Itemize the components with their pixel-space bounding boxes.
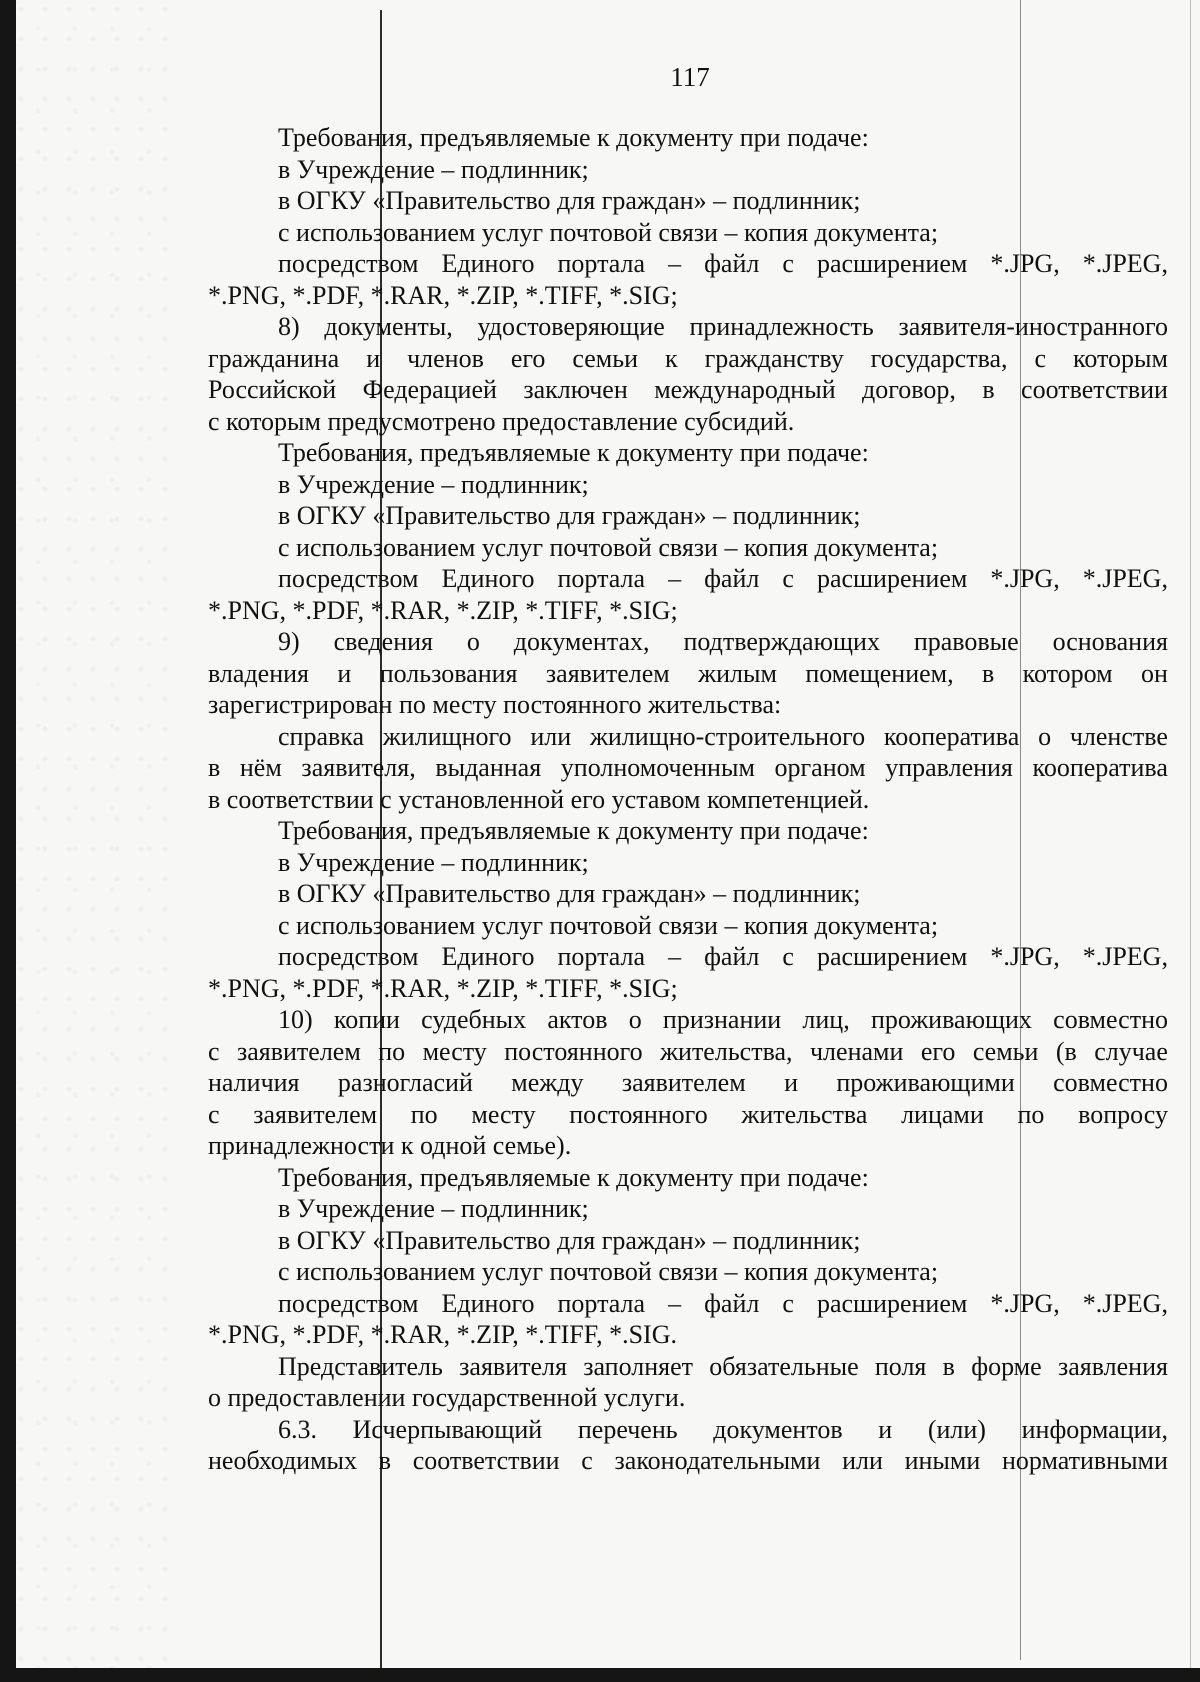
word: иными — [904, 1446, 981, 1475]
word: портала — [557, 564, 646, 593]
word: членов — [407, 343, 484, 373]
word: заявления — [1057, 1351, 1168, 1381]
word: портала — [557, 249, 646, 278]
word: кооператива — [883, 721, 1020, 751]
word: соответствии — [412, 1446, 560, 1475]
word: выданная — [435, 753, 542, 782]
word: расширением — [816, 564, 968, 593]
text-line: с использованием услуг почтовой связи – копия документа; — [278, 1257, 939, 1286]
word: в — [982, 658, 995, 688]
word: *.JPG, — [990, 564, 1060, 593]
word: документах, — [513, 627, 650, 656]
word: соответствии — [1021, 375, 1168, 404]
text-line-justified — [208, 311, 1168, 343]
word: с — [782, 942, 794, 971]
word: в — [378, 1446, 391, 1475]
word: органом — [774, 753, 866, 782]
word: Единого — [441, 249, 535, 278]
text-line-justified — [208, 1288, 1168, 1320]
word: заявителем — [253, 1099, 378, 1129]
word: расширением — [816, 1288, 968, 1318]
word: заполняет — [583, 1351, 694, 1381]
word: портала — [557, 942, 646, 971]
word: семьи — [972, 1036, 1039, 1066]
word: расширением — [816, 249, 968, 278]
word: 10) — [278, 1005, 313, 1034]
word: *.JPEG, — [1082, 1288, 1168, 1318]
word: правовые — [913, 627, 1019, 656]
word: гражданина — [208, 343, 340, 373]
text-line-justified — [208, 1067, 1168, 1099]
word: с — [782, 564, 794, 593]
word: с — [782, 1288, 794, 1318]
word: по — [410, 1099, 438, 1129]
word: файл — [704, 249, 760, 278]
word: жительства, — [660, 1036, 793, 1066]
word: в — [942, 1351, 955, 1381]
word: Единого — [441, 942, 535, 971]
word: с — [782, 249, 794, 278]
text-line-justified — [208, 1004, 1168, 1036]
word: с — [581, 1446, 593, 1475]
word: посредством — [278, 564, 419, 593]
word: нормативными — [1001, 1446, 1168, 1475]
text-line: в соответствии с установленной его уставом компетенцией. — [208, 784, 870, 814]
text-line: Требования, предъявляемые к документу при подаче: — [278, 438, 869, 467]
text-line-justified — [208, 343, 1168, 375]
word: заключен — [523, 375, 628, 404]
word: Единого — [441, 564, 535, 593]
word: файл — [704, 1288, 760, 1318]
word: жилищно-строительного — [589, 721, 866, 751]
word: лиц, — [802, 1005, 850, 1034]
word: нём — [239, 753, 282, 782]
word: 6.3. — [278, 1414, 317, 1444]
text-line: в Учреждение – подлинник; — [278, 154, 589, 184]
word: в — [208, 753, 221, 782]
word: по — [378, 1036, 406, 1066]
word: разногласий — [337, 1068, 473, 1097]
word: Российской — [208, 375, 337, 404]
word: совместно — [1053, 1068, 1168, 1097]
text-line: Требования, предъявляемые к документу при подаче: — [278, 1162, 869, 1192]
text-line: в Учреждение – подлинник; — [278, 469, 589, 499]
text-line: принадлежности к одной семье). — [208, 1131, 572, 1160]
text-line: *.PNG, *.PDF, *.RAR, *.ZIP, *.TIFF, *.SIG. — [208, 1320, 677, 1349]
text-line-justified — [208, 626, 1168, 658]
word: поля — [874, 1351, 927, 1381]
word: форме — [971, 1351, 1042, 1381]
word: членами — [809, 1036, 904, 1066]
word: между — [511, 1068, 584, 1097]
text-line: в ОГКУ «Правительство для граждан» – подлинник; — [278, 186, 861, 215]
word: Федерацией — [362, 375, 497, 404]
word: заявителем — [621, 1068, 746, 1097]
word: гражданству — [704, 343, 844, 373]
word: (или) — [927, 1414, 986, 1444]
text-line-justified — [208, 563, 1168, 595]
text-line: в ОГКУ «Правительство для граждан» – подлинник; — [278, 1225, 861, 1255]
word: его — [510, 343, 546, 373]
word: которым — [1073, 343, 1168, 373]
word: принадлежность — [689, 312, 874, 341]
word: (в — [1055, 1036, 1077, 1066]
word: посредством — [278, 249, 419, 278]
word: перечень — [577, 1414, 678, 1444]
word: *.JPG, — [990, 1288, 1060, 1318]
text-line: с использованием услуг почтовой связи – копия документа; — [278, 532, 939, 562]
word: *.JPEG, — [1082, 564, 1168, 593]
word: членстве — [1069, 721, 1168, 751]
word: признании — [662, 1005, 782, 1034]
word: актов — [547, 1005, 608, 1034]
word: проживающих — [870, 1005, 1032, 1034]
word: его — [920, 1036, 956, 1066]
word: *.JPG, — [990, 942, 1060, 971]
word: судебных — [421, 1005, 527, 1034]
word: 9) — [278, 627, 300, 656]
word: документы, — [324, 312, 453, 341]
word: по — [1017, 1099, 1045, 1129]
word: подтверждающих — [683, 627, 880, 656]
scan-speckle — [16, 0, 176, 1668]
word: посредством — [278, 1288, 419, 1318]
word: законодательными — [614, 1446, 821, 1475]
word: с — [208, 1099, 220, 1129]
word: или — [842, 1446, 883, 1475]
word: с — [1034, 343, 1047, 373]
word: о — [466, 627, 480, 656]
word: *.JPEG, — [1082, 942, 1168, 971]
word: случае — [1094, 1036, 1168, 1066]
scan-bottom-edge — [0, 1668, 1200, 1682]
text-line-justified — [208, 1414, 1168, 1446]
text-line-justified — [208, 1445, 1168, 1477]
text-line-justified — [208, 752, 1168, 784]
word: уполномоченным — [560, 753, 755, 782]
text-line-justified — [208, 721, 1168, 753]
word: проживающими — [836, 1068, 1015, 1097]
word: основания — [1052, 627, 1168, 656]
word: управления — [885, 753, 1013, 782]
word: заявителя, — [301, 753, 416, 782]
text-line-justified — [208, 941, 1168, 973]
word: жительства — [741, 1099, 868, 1129]
word: совместно — [1053, 1005, 1168, 1034]
text-line: о предоставлении государственной услуги. — [208, 1383, 686, 1412]
text-line: *.PNG, *.PDF, *.RAR, *.ZIP, *.TIFF, *.SIG; — [208, 280, 678, 310]
word: расширением — [816, 942, 968, 971]
word: информации, — [1021, 1414, 1168, 1444]
word: – — [668, 942, 682, 971]
word: заявителем — [545, 658, 670, 688]
word: лицами — [901, 1099, 984, 1129]
word: жилым — [698, 658, 777, 688]
text-line: *.PNG, *.PDF, *.RAR, *.ZIP, *.TIFF, *.SIG; — [208, 973, 678, 1003]
word: справка — [278, 721, 365, 751]
word: постоянного — [569, 1099, 708, 1129]
text-line-justified — [208, 1351, 1168, 1383]
word: кооператива — [1032, 753, 1168, 782]
word: вопросу — [1078, 1099, 1168, 1129]
word: семьи — [572, 343, 638, 373]
word: заявителя — [459, 1351, 567, 1381]
word: с — [208, 1036, 220, 1066]
scan-fold-line — [1190, 0, 1191, 1668]
word: или — [530, 721, 572, 751]
word: сведения — [333, 627, 433, 656]
word: Исчерпывающий — [352, 1414, 543, 1444]
text-line: зарегистрирован по месту постоянного жительства: — [208, 690, 782, 719]
text-line-justified — [208, 248, 1168, 280]
word: и — [366, 343, 381, 373]
word: помещением, — [805, 658, 954, 688]
scan-left-edge — [0, 0, 16, 1682]
word: файл — [704, 942, 760, 971]
word: международный — [654, 375, 836, 404]
word: посредством — [278, 942, 419, 971]
text-line: Требования, предъявляемые к документу при подаче: — [278, 816, 869, 845]
word: постоянного — [504, 1036, 643, 1066]
word: заявителем — [236, 1036, 361, 1066]
word: и — [878, 1414, 893, 1444]
word: *.JPG, — [990, 249, 1060, 278]
word: он — [1141, 658, 1168, 688]
text-line: в ОГКУ «Правительство для граждан» – подлинник; — [278, 879, 861, 908]
word: удостоверяющие — [477, 312, 665, 341]
text-line-justified — [208, 658, 1168, 690]
word: в — [982, 375, 995, 404]
word: договор, — [862, 375, 956, 404]
text-line: в Учреждение – подлинник; — [278, 1194, 589, 1223]
text-line: с использованием услуг почтовой связи – копия документа; — [278, 910, 939, 940]
text-line: Требования, предъявляемые к документу при подаче: — [278, 123, 869, 152]
word: документов — [713, 1414, 843, 1444]
text-line: *.PNG, *.PDF, *.RAR, *.ZIP, *.TIFF, *.SIG; — [208, 595, 678, 625]
word: наличия — [208, 1068, 300, 1097]
text-line: с использованием услуг почтовой связи – копия документа; — [278, 217, 939, 247]
text-line: в Учреждение – подлинник; — [278, 847, 589, 877]
word: месту — [422, 1036, 487, 1066]
word: *.JPEG, — [1082, 249, 1168, 278]
word: портала — [557, 1288, 646, 1318]
document-body — [208, 122, 1168, 1477]
text-line-justified — [208, 374, 1168, 406]
word: пользования — [379, 658, 518, 688]
word: котором — [1022, 658, 1113, 688]
text-line-justified — [208, 1036, 1168, 1068]
word: месту — [471, 1099, 536, 1129]
text-line-justified — [208, 1099, 1168, 1131]
word: – — [668, 1288, 682, 1318]
word: файл — [704, 564, 760, 593]
word: обязательные — [709, 1351, 859, 1381]
word: о — [1038, 721, 1052, 751]
word: жилищного — [382, 721, 512, 751]
word: и — [784, 1068, 798, 1097]
word: копии — [333, 1005, 400, 1034]
word: Представитель — [278, 1351, 443, 1381]
word: – — [668, 249, 682, 278]
word: о — [628, 1005, 642, 1034]
word: необходимых — [208, 1446, 358, 1475]
word: 8) — [278, 312, 300, 341]
word: к — [664, 343, 678, 373]
word: и — [337, 658, 352, 688]
word: Единого — [441, 1288, 535, 1318]
word: государства, — [870, 343, 1008, 373]
word: – — [668, 564, 682, 593]
text-line: с которым предусмотрено предоставление субсидий. — [208, 406, 795, 436]
text-line: в ОГКУ «Правительство для граждан» – подлинник; — [278, 501, 861, 530]
page-number: 117 — [670, 62, 710, 92]
word: заявителя-иностранного — [898, 312, 1168, 341]
word: владения — [208, 658, 310, 688]
